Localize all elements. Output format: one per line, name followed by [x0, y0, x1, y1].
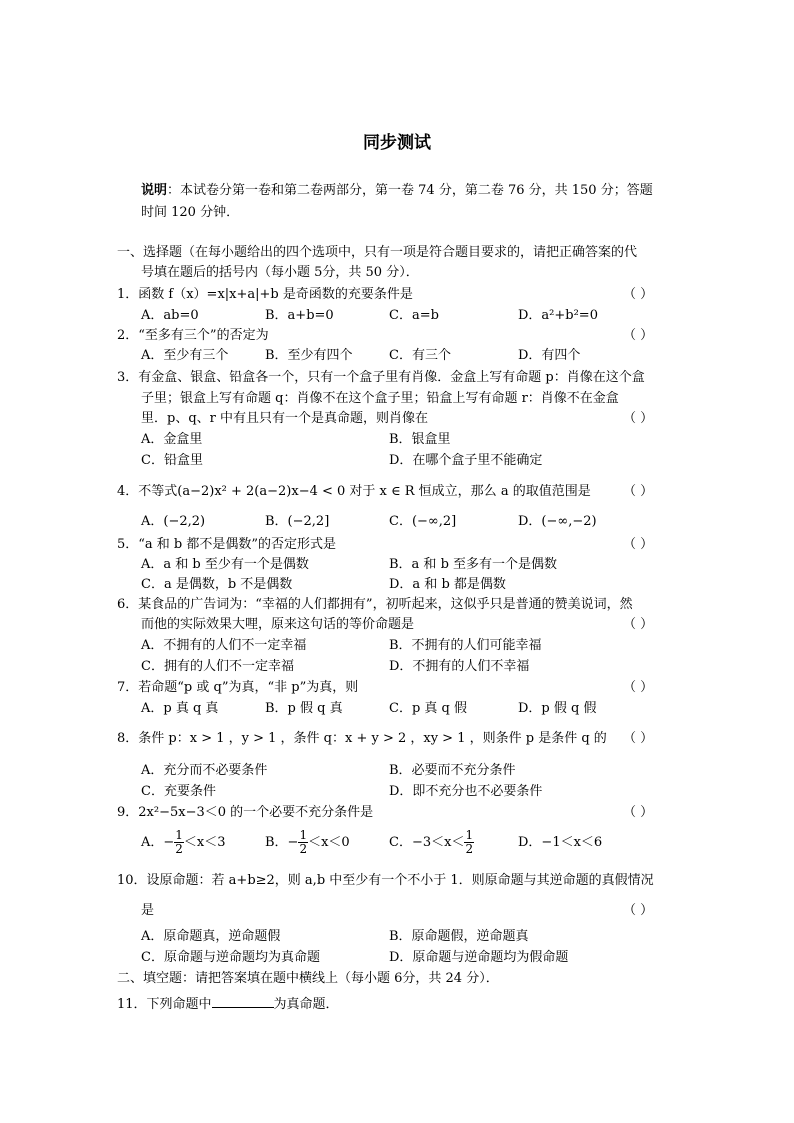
- q7-option-d: D．p 假 q 假: [518, 701, 597, 716]
- q1-option-d: D．a²+b²=0: [518, 308, 598, 323]
- q6-option-d: D．不拥有的人们不幸福: [389, 659, 530, 674]
- intro-line-1: [141, 182, 653, 200]
- q11-prefix: 11．下列命题中: [117, 997, 212, 1012]
- q5-option-b: B．a 和 b 至多有一个是偶数: [389, 557, 558, 572]
- q10-option-c: C．原命题与逆命题均为真命题: [141, 950, 320, 965]
- q9-b-fraction: [298, 829, 308, 856]
- section1-heading-2: 号填在题后的括号内（每小题 5分，共 50 分）．: [141, 265, 419, 280]
- q9-a-denominator: 2: [175, 842, 183, 856]
- q3-stem-3: 里．p、q、r 中有且只有一个是真命题，则肖像在: [141, 411, 428, 426]
- q8-option-d: D．即不充分也不必要条件: [389, 784, 543, 799]
- q3-stem-2: 子里；银盒上写有命题 q：肖像不在这个盒子里；铅盒上写有命题 r：肖像不在金盒: [141, 391, 619, 406]
- q6-option-c: C．拥有的人们不一定幸福: [141, 659, 294, 674]
- q5-option-a: A．a 和 b 至少有一个是偶数: [141, 557, 309, 572]
- q4-option-d: D．(−∞,−2): [518, 514, 597, 529]
- q9-stem: 9．2x²−5x−3＜0 的一个必要不充分条件是: [117, 805, 374, 820]
- q9-option-d: D．−1＜x＜6: [518, 835, 603, 850]
- q2-option-a: A．至少有三个: [141, 348, 229, 363]
- q9-option-c: [389, 826, 474, 860]
- q9-c-prefix: C．−3＜x＜: [389, 835, 465, 850]
- q6-option-a: A．不拥有的人们不一定幸福: [141, 638, 307, 653]
- q1-option-a: A．ab=0: [141, 308, 199, 323]
- q2-option-d: D．有四个: [518, 348, 581, 363]
- q11-stem: [117, 994, 339, 1014]
- q3-answer-bracket: （ ）: [623, 411, 654, 426]
- q9-answer-bracket: （ ）: [623, 805, 654, 820]
- q7-stem: 7．若命题“p 或 q”为真，“非 p”为真，则: [117, 680, 359, 695]
- q5-option-c: C．a 是偶数，b 不是偶数: [141, 577, 293, 592]
- q9-c-fraction: [464, 829, 474, 856]
- q8-option-b: B．必要而不充分条件: [389, 763, 516, 778]
- q1-answer-bracket: （ ）: [623, 287, 654, 302]
- q7-option-a: A．p 真 q 真: [141, 701, 219, 716]
- q4-option-a: A．(−2,2): [141, 514, 206, 529]
- q9-a-prefix: A．−: [141, 835, 175, 850]
- q9-option-a: [141, 826, 226, 860]
- q1-option-b: B．a+b=0: [265, 308, 334, 323]
- q10-option-a: A．原命题真，逆命题假: [141, 929, 281, 944]
- q5-answer-bracket: （ ）: [623, 537, 654, 552]
- q8-option-c: C．充要条件: [141, 784, 216, 799]
- q9-b-numerator: 1: [299, 828, 308, 842]
- q9-c-denominator: 2: [465, 842, 474, 856]
- q7-option-b: B．p 假 q 真: [265, 701, 343, 716]
- q1-stem: 1．函数 f（x）=x|x+a|+b 是奇函数的充要条件是: [117, 287, 413, 302]
- q1-option-c: C．a=b: [389, 308, 439, 323]
- q2-stem: 2．“至多有三个”的否定为: [117, 328, 269, 343]
- q6-answer-bracket: （ ）: [623, 617, 654, 632]
- section1-heading-1: 一、选择题（在每小题给出的四个选项中，只有一项是符合题目要求的，请把正确答案的代: [117, 245, 638, 260]
- q9-c-numerator: 1: [465, 828, 474, 842]
- q2-answer-bracket: （ ）: [623, 328, 654, 343]
- q6-option-b: B．不拥有的人们可能幸福: [389, 638, 542, 653]
- q3-option-b: B．银盒里: [389, 432, 451, 447]
- q2-option-b: B．至少有四个: [265, 348, 353, 363]
- q4-stem: 4．不等式(a−2)x² + 2(a−2)x−4 < 0 对于 x ∈ R 恒成立，那么 a 的取值范围是: [117, 484, 591, 499]
- q4-answer-bracket: （ ）: [623, 484, 654, 499]
- q9-a-suffix: ＜x＜3: [183, 835, 226, 850]
- q10-stem-1: 10．设原命题：若 a+b≥2，则 a,b 中至少有一个不小于 1．则原命题与其逆命题的真假情况: [117, 873, 654, 888]
- q3-option-d: D．在哪个盒子里不能确定: [389, 453, 543, 468]
- q6-stem-2: 而他的实际效果大哩，原来这句话的等价命题是: [141, 617, 415, 632]
- q3-option-c: C．铅盒里: [141, 453, 203, 468]
- q3-stem-1: 3．有金盒、银盒、铅盒各一个，只有一个盒子里有肖像．金盒上写有命题 p：肖像在这个盒: [117, 370, 645, 385]
- q4-option-b: B．(−2,2]: [265, 514, 330, 529]
- q9-option-b: [265, 826, 350, 860]
- intro-text-1: ：本试卷分第一卷和第二卷两部分，第一卷 74 分，第二卷 76 分，共 150 分；答题: [167, 183, 653, 198]
- q6-stem-1: 6．某食品的广告词为：“幸福的人们都拥有”，初听起来，这似乎只是普通的赞美说词，然: [117, 597, 633, 612]
- q11-answer-blank[interactable]: [212, 994, 274, 1008]
- q5-option-d: D．a 和 b 都是偶数: [389, 577, 506, 592]
- section2-heading: 二、填空题：请把答案填在题中横线上（每小题 6分，共 24 分）．: [117, 971, 499, 986]
- q9-b-denominator: 2: [299, 842, 308, 856]
- q4-option-c: C．(−∞,2]: [389, 514, 457, 529]
- q9-a-fraction: [174, 829, 184, 856]
- q2-option-c: C．有三个: [389, 348, 451, 363]
- intro-line-2: 时间 120 分钟．: [141, 205, 240, 220]
- q9-b-prefix: B．−: [265, 835, 299, 850]
- intro-label: 说明: [141, 183, 168, 198]
- q3-option-a: A．金盒里: [141, 432, 203, 447]
- page-title: 同步测试: [363, 133, 431, 153]
- q8-stem: 8．条件 p：x > 1 ，y > 1 ，条件 q：x + y > 2 ，xy > 1 ，则条件 p 是条件 q 的: [117, 731, 607, 746]
- q11-suffix: 为真命题．: [273, 997, 339, 1012]
- q10-answer-bracket: （ ）: [623, 903, 654, 918]
- q10-option-b: B．原命题假，逆命题真: [389, 929, 529, 944]
- q10-stem-2: 是: [141, 903, 155, 918]
- q8-option-a: A．充分而不必要条件: [141, 763, 268, 778]
- q9-a-numerator: 1: [175, 828, 183, 842]
- q7-answer-bracket: （ ）: [623, 680, 654, 695]
- q5-stem: 5．“a 和 b 都不是偶数”的否定形式是: [117, 537, 337, 552]
- q7-option-c: C．p 真 q 假: [389, 701, 467, 716]
- q8-answer-bracket: （ ）: [623, 731, 654, 746]
- q9-b-suffix: ＜x＜0: [308, 835, 350, 850]
- q10-option-d: D．原命题与逆命题均为假命题: [389, 950, 569, 965]
